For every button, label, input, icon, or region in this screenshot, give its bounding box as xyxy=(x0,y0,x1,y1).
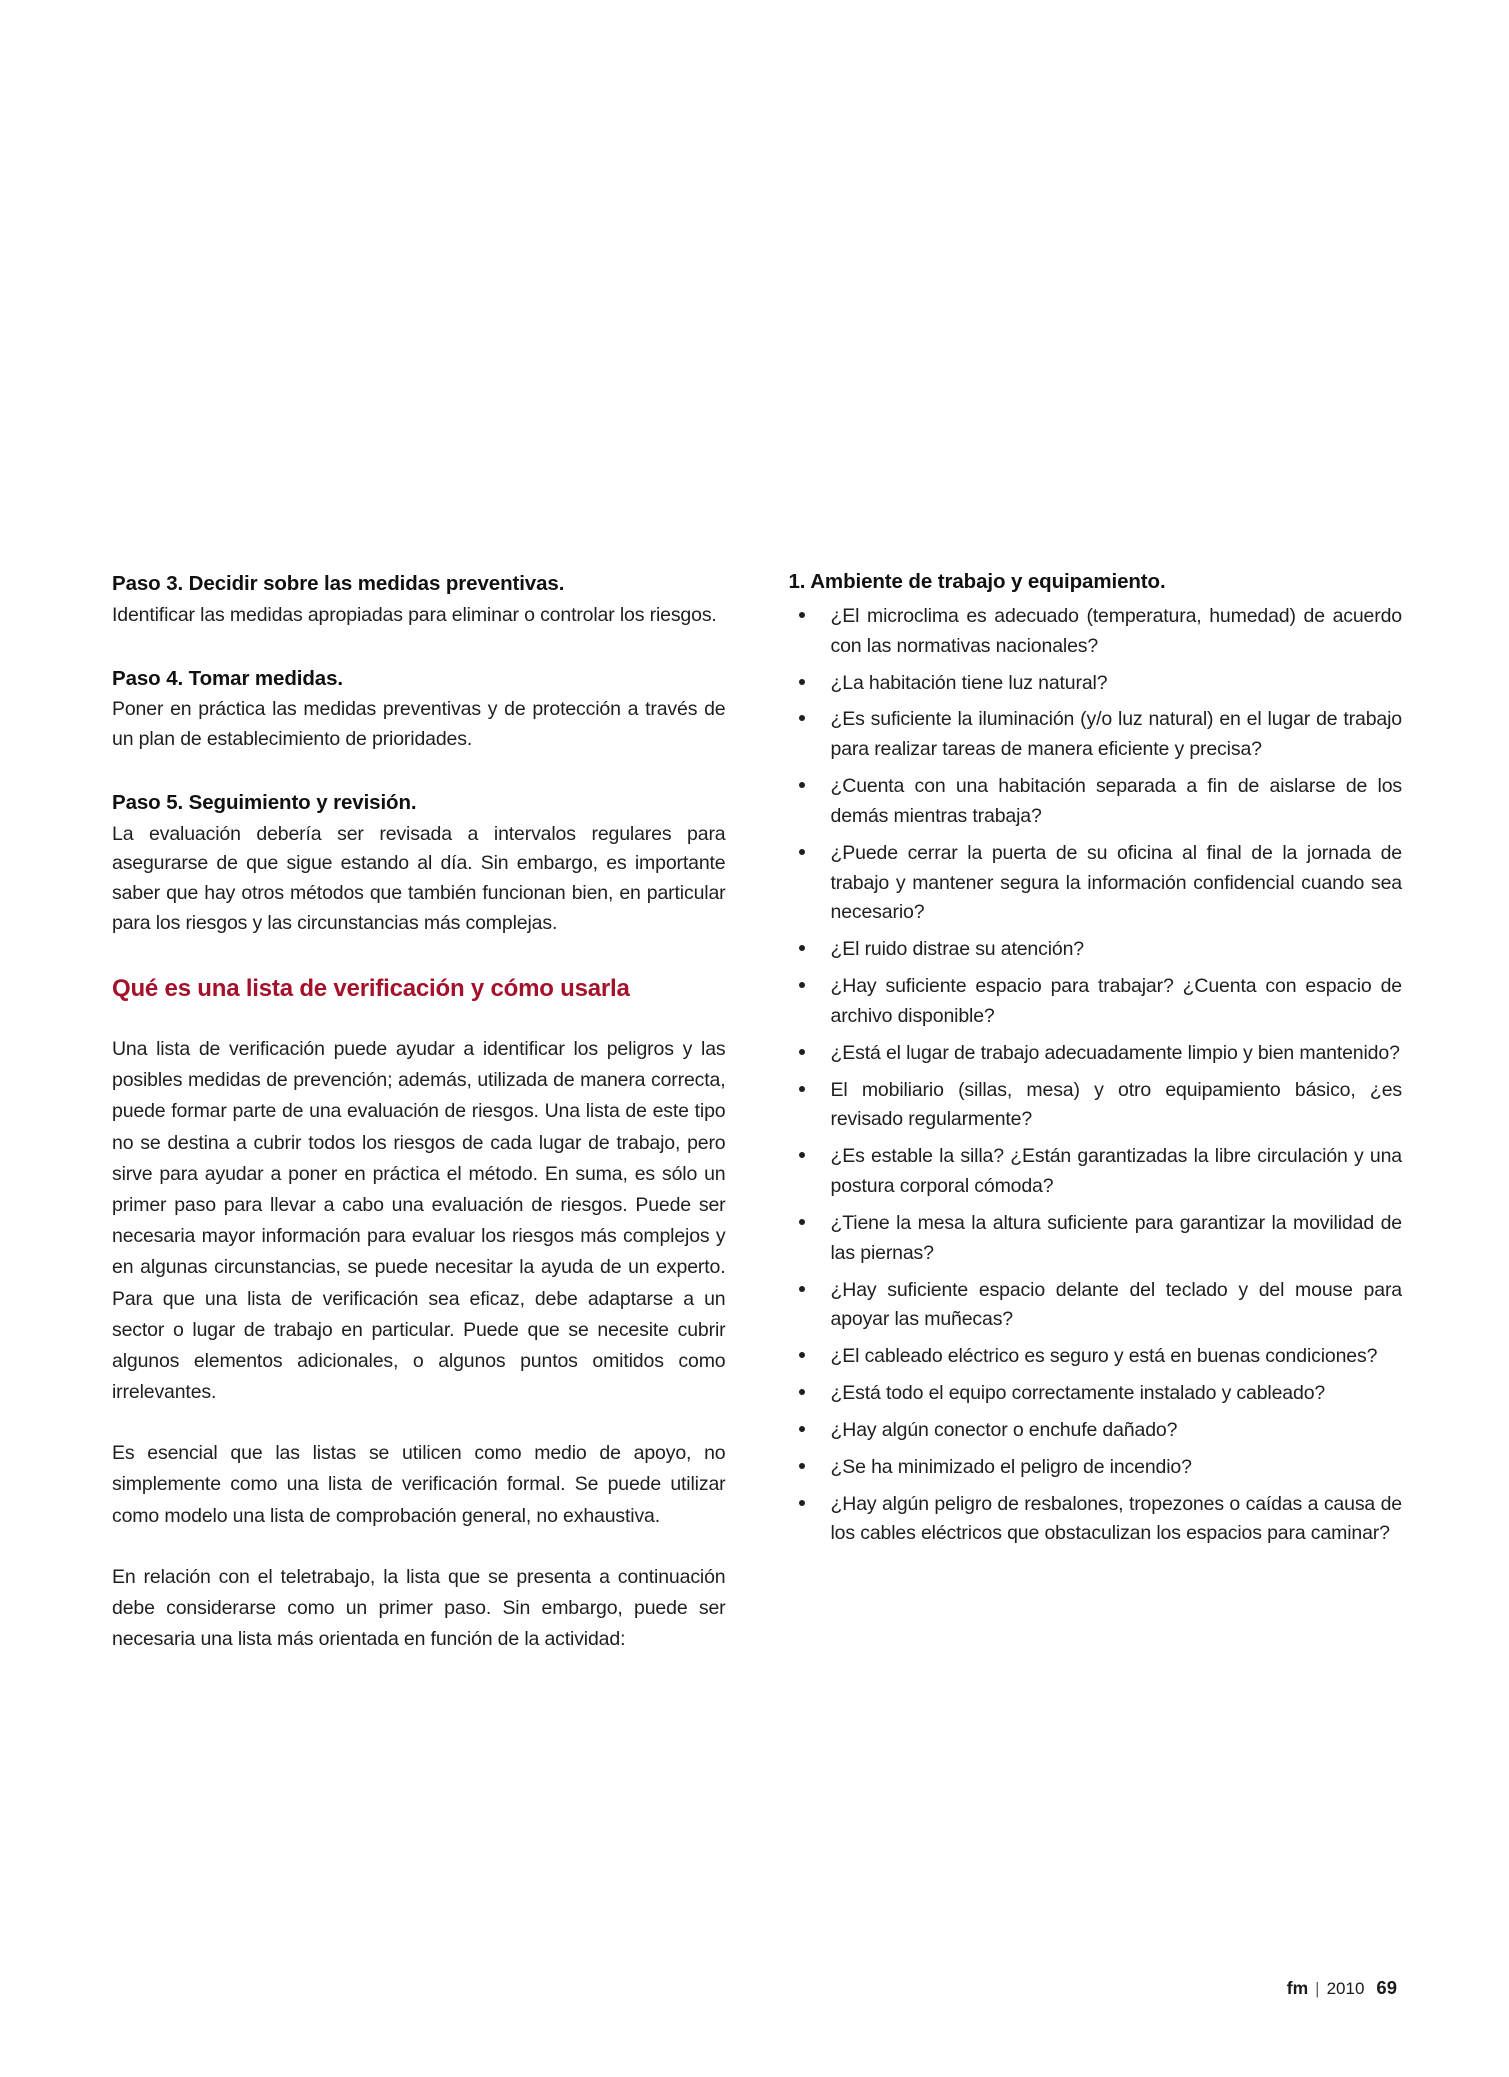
list-item-text: ¿Es estable la silla? ¿Están garantizadas la libre circulación y una postura corporal cómoda? xyxy=(830,1145,1402,1198)
list-item xyxy=(789,1209,1403,1269)
section-paragraph-2: Es esencial que las listas se utilicen como medio de apoyo, no simplemente como una lista de verificación formal. Se puede utilizar como modelo una lista de comprobación general, no exhaustiva. xyxy=(112,1442,726,1527)
footer-separator: | xyxy=(1315,1979,1320,1998)
list-item xyxy=(789,1342,1403,1372)
bullet-icon xyxy=(799,1152,805,1158)
bullet-icon xyxy=(799,849,805,855)
bullet-icon xyxy=(799,612,805,618)
list-item-text: ¿Tiene la mesa la altura suficiente para garantizar la movilidad de las piernas? xyxy=(830,1211,1402,1264)
list-item xyxy=(789,1490,1403,1550)
step-5-heading: Paso 5. Seguimiento y revisión. xyxy=(112,790,417,814)
list-item xyxy=(789,1276,1403,1336)
page-number: 69 xyxy=(1376,1977,1397,1998)
bullet-icon xyxy=(799,1286,805,1292)
section-title: Qué es una lista de verificación y cómo usarla xyxy=(112,974,630,1002)
checklist-title: 1. Ambiente de trabajo y equipamiento. xyxy=(788,570,1166,593)
bullet-icon xyxy=(799,1049,805,1055)
list-item xyxy=(789,935,1403,965)
list-item xyxy=(789,1142,1403,1202)
left-column xyxy=(112,570,726,1655)
list-item-text: ¿Hay algún peligro de resbalones, tropezones o caídas a causa de los cables eléctricos que obstaculizan los espacios para caminar? xyxy=(830,1492,1402,1545)
step-3-text: Identificar las medidas apropiadas para eliminar o controlar los riesgos. xyxy=(112,603,717,626)
bullet-icon xyxy=(799,1426,805,1432)
right-column xyxy=(789,570,1403,1655)
step-block-3 xyxy=(112,570,726,631)
bullet-icon xyxy=(799,1463,805,1469)
step-4-text: Poner en práctica las medidas preventivas y de protección a través de un plan de establecimiento de prioridades. xyxy=(112,698,726,750)
bullet-icon xyxy=(799,1500,805,1506)
bullet-icon xyxy=(799,782,805,788)
section-paragraph-1: Una lista de verificación puede ayudar a identificar los peligros y las posibles medidas de prevención; además, utilizada de manera correcta, puede formar parte de una evaluación de riesgos. Una lista de este tipo no se destina a cubrir todos los riesgos de cada lugar de trabajo, pero sirve para ayudar a poner en práctica el método. En suma, es sólo un primer paso para llevar a cabo una evaluación de riesgos. Puede ser necesaria mayor información para evaluar los riesgos más complejos y en algunas circunstancias, se puede necesitar la ayuda de un experto. Para que una lista de verificación sea eficaz, debe adaptarse a un sector o lugar de trabajo en particular. Puede que se necesite cubrir algunos elementos adicionales, o algunos puntos omitidos como irrelevantes. xyxy=(112,1038,726,1404)
bullet-icon xyxy=(799,945,805,951)
bullet-icon xyxy=(799,1389,805,1395)
footer-year: 2010 xyxy=(1326,1979,1365,1998)
list-item xyxy=(789,972,1403,1032)
list-item xyxy=(789,1039,1403,1069)
bullet-icon xyxy=(799,1219,805,1225)
bullet-icon xyxy=(799,715,805,721)
list-item xyxy=(789,1416,1403,1446)
list-item-text: ¿Está el lugar de trabajo adecuadamente limpio y bien mantenido? xyxy=(830,1041,1400,1064)
publication-mark: fm xyxy=(1286,1978,1309,1998)
list-item-text: ¿La habitación tiene luz natural? xyxy=(830,671,1108,694)
list-item-text: ¿Cuenta con una habitación separada a fin de aislarse de los demás mientras trabaja? xyxy=(830,775,1402,827)
section-paragraph-3: En relación con el teletrabajo, la lista que se presenta a continuación debe considerarse como un primer paso. Sin embargo, puede ser necesaria una lista más orientada en función de la actividad: xyxy=(112,1565,726,1651)
list-item-text: ¿Está todo el equipo correctamente instalado y cableado? xyxy=(830,1382,1326,1405)
list-item xyxy=(789,1076,1403,1136)
step-5-text: La evaluación debería ser revisada a intervalos regulares para asegurarse de que sigue estando al día. Sin embargo, es importante saber que hay otros métodos que también funcionan bien, en particular para los riesgos y las circunstancias más complejas. xyxy=(112,822,726,934)
list-item-text: ¿Hay suficiente espacio para trabajar? ¿Cuenta con espacio de archivo disponible? xyxy=(830,975,1402,1027)
list-item-text: ¿Hay algún conector o enchufe dañado? xyxy=(830,1418,1178,1441)
list-item xyxy=(789,839,1403,928)
list-item-text: ¿Hay suficiente espacio delante del teclado y del mouse para apoyar las muñecas? xyxy=(830,1278,1402,1331)
list-item xyxy=(789,1453,1403,1483)
list-item xyxy=(789,669,1403,699)
list-item-text: ¿Se ha minimizado el peligro de incendio? xyxy=(830,1455,1192,1478)
page-footer xyxy=(1287,1977,1397,1999)
step-3-heading: Paso 3. Decidir sobre las medidas preventivas. xyxy=(112,572,565,595)
step-block-5 xyxy=(112,789,726,939)
list-item xyxy=(789,772,1403,832)
list-item xyxy=(789,602,1403,662)
list-item-text: ¿El cableado eléctrico es seguro y está en buenas condiciones? xyxy=(830,1345,1378,1368)
list-item-text: ¿Puede cerrar la puerta de su oficina al final de la jornada de trabajo y mantener segura la información confidencial cuando sea necesario? xyxy=(830,841,1402,924)
bullet-icon xyxy=(799,1086,805,1092)
step-4-heading: Paso 4. Tomar medidas. xyxy=(112,666,343,690)
list-item-text: ¿El microclima es adecuado (temperatura, humedad) de acuerdo con las normativas nacionales? xyxy=(830,605,1402,657)
step-block-4 xyxy=(112,665,726,755)
bullet-icon xyxy=(799,679,805,685)
bullet-icon xyxy=(799,982,805,988)
bullet-icon xyxy=(799,1352,805,1358)
list-item-text: ¿El ruido distrae su atención? xyxy=(830,938,1084,961)
list-item xyxy=(789,705,1403,765)
list-item xyxy=(789,1379,1403,1409)
list-item-text: El mobiliario (sillas, mesa) y otro equipamiento básico, ¿es revisado regularmente? xyxy=(830,1078,1402,1131)
two-column-layout xyxy=(112,570,1402,1655)
checklist xyxy=(789,602,1403,1549)
list-item-text: ¿Es suficiente la iluminación (y/o luz natural) en el lugar de trabajo para realizar tareas de manera eficiente y precisa? xyxy=(830,708,1402,761)
